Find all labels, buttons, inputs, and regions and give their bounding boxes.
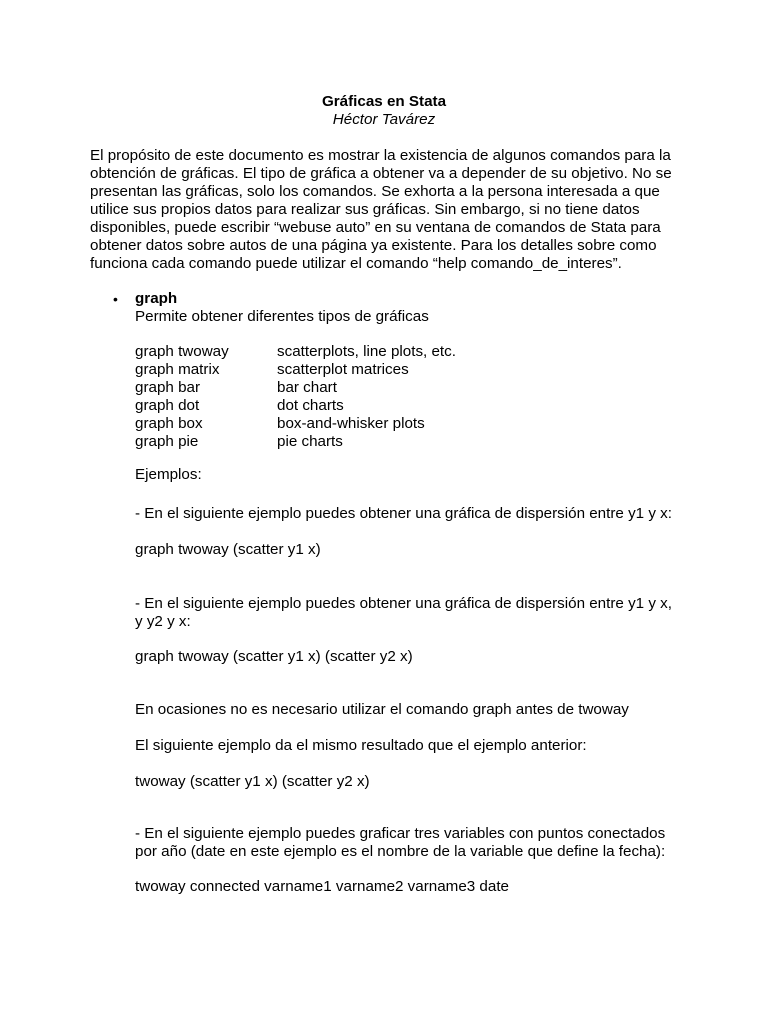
example-2-text-line: y y2 y x:	[135, 613, 191, 630]
command-description: box-and-whisker plots	[277, 415, 425, 432]
example-1-text: - En el siguiente ejemplo puedes obtener una gráfica de dispersión entre y1 y x:	[135, 505, 672, 522]
example-2-text	[135, 595, 672, 631]
intro-line: presentan las gráficas, solo los comandos. Se exhorta a la persona interesada a que	[90, 183, 660, 200]
examples-label: Ejemplos:	[135, 466, 202, 483]
command-description: dot charts	[277, 397, 344, 414]
intro-line: utilice sus propios datos para realizar sus gráficas. Sin embargo, si no tiene datos	[90, 201, 640, 218]
example-2-text-line: - En el siguiente ejemplo puedes obtener una gráfica de dispersión entre y1 y x,	[135, 595, 672, 612]
command-description: scatterplot matrices	[277, 361, 409, 378]
intro-line: funciona cada comando puede utilizar el comando “help comando_de_interes”.	[90, 255, 622, 272]
example-3-code: twoway (scatter y1 x) (scatter y2 x)	[135, 773, 370, 790]
example-4-text-line: - En el siguiente ejemplo puedes graficar tres variables con puntos conectados	[135, 825, 666, 842]
document-title: Gráficas en Stata	[321, 93, 447, 110]
intro-line: obtención de gráficas. El tipo de gráfica a obtener va a depender de su objetivo. No se	[90, 165, 672, 182]
command-description: pie charts	[277, 433, 343, 450]
intro-line: disponibles, puede escribir “webuse auto” en su ventana de comandos de Stata para	[90, 219, 661, 236]
example-4-text	[135, 825, 665, 861]
example-4-code: twoway connected varname1 varname2 varname3 date	[135, 878, 509, 895]
intro-line: obtener datos sobre autos de una página ya existente. Para los detalles sobre como	[90, 237, 657, 254]
note-2: El siguiente ejemplo da el mismo resultado que el ejemplo anterior:	[135, 737, 587, 754]
command-name: graph matrix	[135, 361, 220, 378]
command-name: graph dot	[135, 397, 200, 414]
section-description: Permite obtener diferentes tipos de gráficas	[135, 308, 429, 325]
example-2-code: graph twoway (scatter y1 x) (scatter y2 x)	[135, 648, 413, 665]
example-1-code: graph twoway (scatter y1 x)	[135, 541, 321, 558]
intro-paragraph	[90, 147, 680, 273]
bullet-dot-icon: •	[113, 291, 118, 307]
intro-line: El propósito de este documento es mostrar la existencia de algunos comandos para la	[90, 147, 671, 164]
command-name: graph twoway	[135, 343, 229, 360]
document-author: Héctor Tavárez	[332, 111, 436, 128]
section-title: graph	[135, 290, 178, 307]
command-name: graph bar	[135, 379, 201, 396]
example-4-text-line: por año (date en este ejemplo es el nombre de la variable que define la fecha):	[135, 843, 666, 860]
note-1: En ocasiones no es necesario utilizar el comando graph antes de twoway	[135, 701, 629, 718]
command-name: graph pie	[135, 433, 199, 450]
command-name: graph box	[135, 415, 203, 432]
command-description: scatterplots, line plots, etc.	[277, 343, 456, 360]
command-description: bar chart	[277, 379, 337, 396]
